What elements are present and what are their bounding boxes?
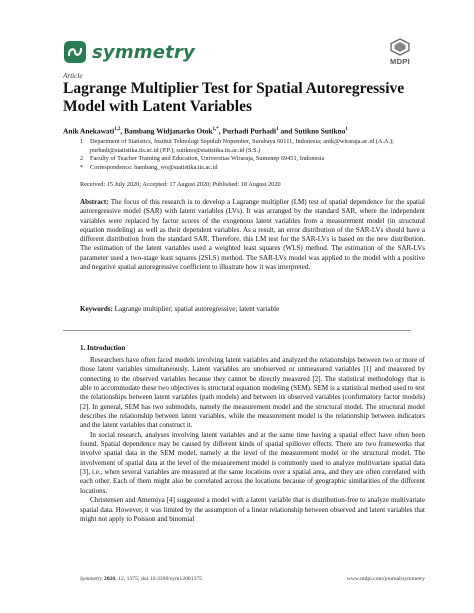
affiliation-text: Faculty of Teacher Training and Education, Universitas Wiraraja, Sumenep 69451, Indonesia <box>90 155 325 163</box>
affiliation-text[interactable]: Department of Statistics, Institut Teknologi Sepuluh Nopember, Surabaya 60111, Indonesia; anik@wiraraja.ac.id (A.A.); purhadi@statistika.its.ac.id (P.P.); sutikno@statistika.its.ac.id (S.S.) <box>90 138 394 154</box>
author-name[interactable]: Sutikno Sutikno <box>294 126 346 136</box>
publisher-logo[interactable] <box>389 38 411 66</box>
affiliation-mark: * <box>80 163 84 171</box>
correspondence-text[interactable]: Correspondence: bambang_wo@statistika.its.ac.id <box>90 163 218 171</box>
author-name[interactable]: Purhadi Purhadi <box>222 126 277 136</box>
affiliation-mark: 2 <box>80 155 84 163</box>
publisher-name: MDPI <box>390 57 410 66</box>
body-paragraph: In social research, analyses involving latent variables and at the same time having a spatial effect have often been found. Spatial dependence may be caused by different kinds of spatial spillover effects. There are two frameworks that involve spatial data in the SEM model, namely at the level of the measurement model or the structural model. The involvement of spatial data at the level of the measurement model is commonly used to analyze multivariate spatial data [3], i.e., when several variables are measured at the same locations over a spatial area, and they are often correlated with each other. Each of them might also be correlated across the locations because of geographic similarities of the different locations. <box>80 430 425 495</box>
keywords <box>80 305 425 314</box>
affiliation-item <box>80 155 425 164</box>
section-heading: 1. Introduction <box>80 344 126 352</box>
keywords-text: Lagrange multiplier; spatial autoregressive; latent variable <box>114 305 280 313</box>
section-divider <box>63 330 411 331</box>
body-paragraph: Christensen and Amemiya [4] suggested a model with a latent variable that is distribution-free to analyze multivariate spatial data. However, it was limited by the assumption of a linear relationship between observed and latent variables that might not apply to Poisson and binomial <box>80 496 425 523</box>
author-affiliation-mark: 1 <box>276 127 279 132</box>
author-affiliation-mark: 1 <box>345 127 348 132</box>
body-paragraph: Researchers have often faced models involving latent variables and analyzed the relationships between two or more of those latent variables simultaneously. Latent variables are unobserved or unmeasured variables [1] and measured by connecting to the observed variables because they cannot be directly measured [2]. The statistical methodology that is able to accommodate these two objectives is structural equation modeling (SEM). SEM is a statistical method used to test the relationships between latent variables (path models) and between its observed variables (confirmatory factor models) [2]. In general, SEM has two submodels, namely the measurement model and the structural model. The structural model describes the relationship between latent variables, while the measurement model is the relationship between indicators and the latent variables that construct it. <box>80 356 425 430</box>
page-footer <box>80 576 425 582</box>
abstract-label: Abstract: <box>80 198 109 206</box>
author-list: Anik Anekawati$^{1,2}$, Bambang Widjanarko Otok$^{1,*}$, Purhadi Purhadi$^1$ and Sutikno Sutikno$^1$ <box>63 126 348 136</box>
keywords-label: Keywords: <box>80 305 113 313</box>
introduction-body <box>80 356 425 524</box>
abstract-text: The focus of this research is to develop a Lagrange multiplier (LM) test of spatial dependence for the spatial autoregressive model (SAR) with latent variables (LVs). It was arranged by the standard SAR, where the independent variables were replaced by factor scores of the exogenous latent variables from a measurement model (in structural equation modeling) as well as their dependent variables. As a result, an error distribution of the SAR-LVs should have a different distribution from the standard SAR. Therefore, this LM test for the SAR-LVs is based on the new distribution. The estimation of the latent variables used a weighted least squares (WLS) method. The estimation of the SAR-LVs parameter used a two-stage least squares (2SLS) method. The SAR-LVs model was applied to the model with a positive and negative spatial autoregressive coefficient to illustrate how it was interpreted. <box>80 198 425 272</box>
affiliation-mark: 1 <box>80 138 84 145</box>
journal-logo[interactable] <box>63 40 195 64</box>
author-name[interactable]: Anik Anekawati <box>63 126 115 136</box>
affiliation-item <box>80 138 425 155</box>
author-affiliation-mark: 1,* <box>212 127 219 132</box>
affiliations <box>80 138 425 172</box>
symmetry-logo-icon <box>63 40 87 64</box>
affiliation-item <box>80 164 425 173</box>
doi-link[interactable]: doi:10.3390/sym12081375 <box>141 576 203 582</box>
author-name[interactable]: Bambang Widjanarko Otok <box>124 126 213 136</box>
article-type: Article <box>63 72 83 80</box>
article-title: Lagrange Multiplier Test for Spatial Autoregressive Model with Latent Variables <box>63 80 405 115</box>
abstract <box>80 198 425 272</box>
citation: Symmetry 2020, 12, 1375; doi:10.3390/sym12081375 <box>80 576 203 582</box>
mdpi-badge-icon <box>389 38 411 56</box>
author-affiliation-mark: 1,2 <box>114 127 121 132</box>
publication-dates: Received: 15 July 2020; Accepted: 17 August 2020; Published: 18 August 2020 <box>80 181 281 188</box>
journal-url-link[interactable]: www.mdpi.com/journal/symmetry <box>346 576 425 582</box>
journal-name: symmetry <box>92 41 195 63</box>
